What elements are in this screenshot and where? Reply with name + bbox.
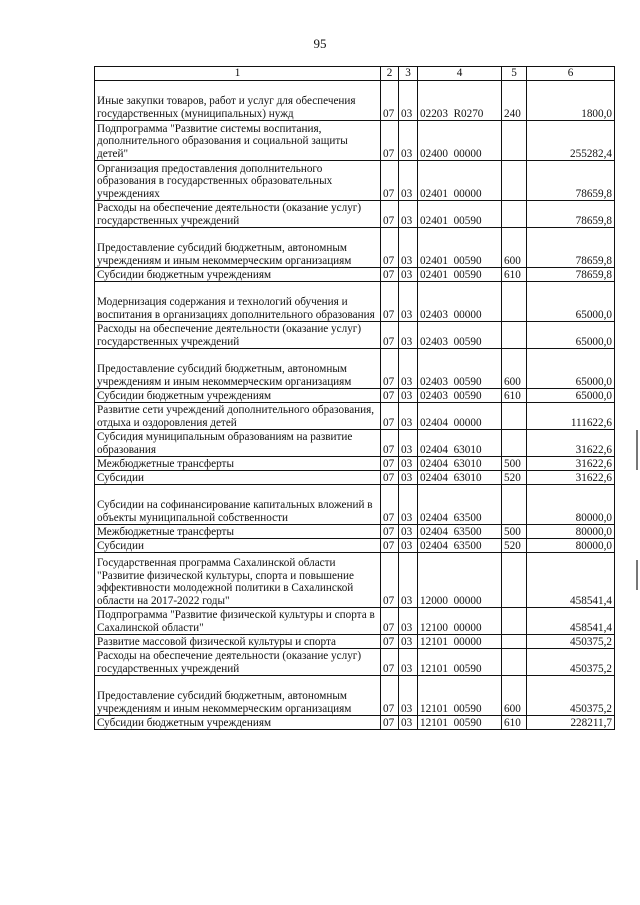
target-article-code: 12101 00590	[418, 649, 502, 676]
section-code: 07	[381, 430, 399, 457]
target-article-code: 02401 00590	[418, 228, 502, 268]
row-name: Модернизация содержания и технологий обучения и воспитания в организациях дополнительного образования	[95, 282, 381, 322]
expense-type-code: 610	[502, 268, 527, 282]
section-code: 07	[381, 389, 399, 403]
scan-edge-mark	[636, 560, 638, 590]
target-article-code: 12101 00590	[418, 676, 502, 716]
amount: 255282,4	[527, 121, 615, 161]
table-row	[95, 430, 615, 457]
section-code: 07	[381, 485, 399, 525]
table-row	[95, 228, 615, 268]
target-article-code: 02403 00590	[418, 389, 502, 403]
amount: 31622,6	[527, 471, 615, 485]
row-name: Расходы на обеспечение деятельности (оказание услуг) государственных учреждений	[95, 201, 381, 228]
subsection-code: 03	[399, 228, 418, 268]
column-number: 4	[418, 67, 502, 81]
table-row	[95, 403, 615, 430]
row-name: Субсидии на софинансирование капитальных вложений в объекты муниципальной собственности	[95, 485, 381, 525]
section-code: 07	[381, 553, 399, 608]
subsection-code: 03	[399, 201, 418, 228]
subsection-code: 03	[399, 485, 418, 525]
target-article-code: 02403 00590	[418, 322, 502, 349]
column-number: 2	[381, 67, 399, 81]
subsection-code: 03	[399, 649, 418, 676]
target-article-code: 02404 63010	[418, 471, 502, 485]
section-code: 07	[381, 403, 399, 430]
target-article-code: 02404 63010	[418, 430, 502, 457]
target-article-code: 12100 00000	[418, 608, 502, 635]
amount: 458541,4	[527, 608, 615, 635]
subsection-code: 03	[399, 471, 418, 485]
section-code: 07	[381, 268, 399, 282]
row-name: Подпрограмма "Развитие физической культуры и спорта в Сахалинской области"	[95, 608, 381, 635]
row-name: Субсидии	[95, 539, 381, 553]
row-name: Государственная программа Сахалинской области "Развитие физической культуры, спорта и повышение эффективности молодежной политики в Сахалинской области на 2017-2022 годы"	[95, 553, 381, 608]
amount: 228211,7	[527, 716, 615, 730]
budget-table	[94, 66, 615, 730]
amount: 78659,8	[527, 268, 615, 282]
expense-type-code: 240	[502, 81, 527, 121]
amount: 450375,2	[527, 635, 615, 649]
expense-type-code	[502, 201, 527, 228]
target-article-code: 02203 R0270	[418, 81, 502, 121]
expense-type-code	[502, 635, 527, 649]
expense-type-code: 500	[502, 457, 527, 471]
subsection-code: 03	[399, 635, 418, 649]
row-name: Подпрограмма "Развитие системы воспитания, дополнительного образования и социальной защиты детей"	[95, 121, 381, 161]
expense-type-code: 610	[502, 716, 527, 730]
subsection-code: 03	[399, 676, 418, 716]
expense-type-code	[502, 121, 527, 161]
section-code: 07	[381, 228, 399, 268]
expense-type-code	[502, 403, 527, 430]
amount: 80000,0	[527, 485, 615, 525]
column-number: 3	[399, 67, 418, 81]
table-row	[95, 649, 615, 676]
target-article-code: 12101 00590	[418, 716, 502, 730]
amount: 111622,6	[527, 403, 615, 430]
section-code: 07	[381, 457, 399, 471]
row-name: Межбюджетные трансферты	[95, 525, 381, 539]
expense-type-code: 520	[502, 539, 527, 553]
scan-edge-mark	[636, 430, 638, 470]
section-code: 07	[381, 121, 399, 161]
expense-type-code	[502, 608, 527, 635]
column-number: 1	[95, 67, 381, 81]
table-row	[95, 471, 615, 485]
section-code: 07	[381, 539, 399, 553]
row-name: Предоставление субсидий бюджетным, автономным учреждениям и иным некоммерческим организациям	[95, 676, 381, 716]
row-name: Субсидии бюджетным учреждениям	[95, 716, 381, 730]
table-row	[95, 349, 615, 389]
expense-type-code: 600	[502, 349, 527, 389]
column-number: 5	[502, 67, 527, 81]
amount: 450375,2	[527, 676, 615, 716]
amount: 65000,0	[527, 349, 615, 389]
target-article-code: 02403 00590	[418, 349, 502, 389]
expense-type-code: 600	[502, 228, 527, 268]
expense-type-code: 600	[502, 676, 527, 716]
target-article-code: 02404 63500	[418, 485, 502, 525]
row-name: Расходы на обеспечение деятельности (оказание услуг) государственных учреждений	[95, 649, 381, 676]
row-name: Иные закупки товаров, работ и услуг для обеспечения государственных (муниципальных) нужд	[95, 81, 381, 121]
column-number-row	[95, 67, 615, 81]
subsection-code: 03	[399, 349, 418, 389]
table-row	[95, 553, 615, 608]
row-name: Предоставление субсидий бюджетным, автономным учреждениям и иным некоммерческим организациям	[95, 349, 381, 389]
table-row	[95, 539, 615, 553]
section-code: 07	[381, 471, 399, 485]
expense-type-code	[502, 282, 527, 322]
target-article-code: 02404 63500	[418, 539, 502, 553]
section-code: 07	[381, 649, 399, 676]
row-name: Развитие сети учреждений дополнительного образования, отдыха и оздоровления детей	[95, 403, 381, 430]
section-code: 07	[381, 349, 399, 389]
section-code: 07	[381, 201, 399, 228]
table-row	[95, 608, 615, 635]
target-article-code: 02403 00000	[418, 282, 502, 322]
subsection-code: 03	[399, 716, 418, 730]
amount: 65000,0	[527, 282, 615, 322]
amount: 65000,0	[527, 389, 615, 403]
table-row	[95, 282, 615, 322]
row-name: Субсидии бюджетным учреждениям	[95, 268, 381, 282]
amount: 80000,0	[527, 539, 615, 553]
expense-type-code: 520	[502, 471, 527, 485]
page-number: 95	[313, 36, 327, 51]
amount: 80000,0	[527, 525, 615, 539]
target-article-code: 02404 00000	[418, 403, 502, 430]
target-article-code: 12000 00000	[418, 553, 502, 608]
amount: 31622,6	[527, 457, 615, 471]
table-row	[95, 161, 615, 201]
subsection-code: 03	[399, 430, 418, 457]
subsection-code: 03	[399, 282, 418, 322]
subsection-code: 03	[399, 608, 418, 635]
row-name: Субсидии бюджетным учреждениям	[95, 389, 381, 403]
target-article-code: 02404 63500	[418, 525, 502, 539]
section-code: 07	[381, 81, 399, 121]
target-article-code: 02404 63010	[418, 457, 502, 471]
amount: 458541,4	[527, 553, 615, 608]
subsection-code: 03	[399, 389, 418, 403]
table-row	[95, 268, 615, 282]
expense-type-code	[502, 649, 527, 676]
table-row	[95, 525, 615, 539]
row-name: Организация предоставления дополнительного образования в государственных образовательных учреждениях	[95, 161, 381, 201]
section-code: 07	[381, 282, 399, 322]
column-number: 6	[527, 67, 615, 81]
section-code: 07	[381, 676, 399, 716]
amount: 1800,0	[527, 81, 615, 121]
table-row	[95, 457, 615, 471]
target-article-code: 12101 00000	[418, 635, 502, 649]
row-name: Предоставление субсидий бюджетным, автономным учреждениям и иным некоммерческим организациям	[95, 228, 381, 268]
amount: 450375,2	[527, 649, 615, 676]
row-name: Межбюджетные трансферты	[95, 457, 381, 471]
subsection-code: 03	[399, 403, 418, 430]
table-row	[95, 485, 615, 525]
table-row	[95, 389, 615, 403]
subsection-code: 03	[399, 268, 418, 282]
subsection-code: 03	[399, 457, 418, 471]
amount: 65000,0	[527, 322, 615, 349]
table-row	[95, 201, 615, 228]
subsection-code: 03	[399, 161, 418, 201]
subsection-code: 03	[399, 81, 418, 121]
row-name: Развитие массовой физической культуры и спорта	[95, 635, 381, 649]
table-row	[95, 81, 615, 121]
section-code: 07	[381, 161, 399, 201]
target-article-code: 02401 00590	[418, 268, 502, 282]
expense-type-code	[502, 485, 527, 525]
amount: 31622,6	[527, 430, 615, 457]
subsection-code: 03	[399, 525, 418, 539]
table-row	[95, 635, 615, 649]
section-code: 07	[381, 608, 399, 635]
subsection-code: 03	[399, 539, 418, 553]
target-article-code: 02400 00000	[418, 121, 502, 161]
expense-type-code	[502, 430, 527, 457]
subsection-code: 03	[399, 322, 418, 349]
table-row	[95, 716, 615, 730]
row-name: Расходы на обеспечение деятельности (оказание услуг) государственных учреждений	[95, 322, 381, 349]
section-code: 07	[381, 525, 399, 539]
amount: 78659,8	[527, 161, 615, 201]
table-row	[95, 121, 615, 161]
table-row	[95, 322, 615, 349]
section-code: 07	[381, 635, 399, 649]
target-article-code: 02401 00590	[418, 201, 502, 228]
target-article-code: 02401 00000	[418, 161, 502, 201]
section-code: 07	[381, 716, 399, 730]
row-name: Субсидии	[95, 471, 381, 485]
expense-type-code	[502, 161, 527, 201]
expense-type-code	[502, 322, 527, 349]
amount: 78659,8	[527, 228, 615, 268]
subsection-code: 03	[399, 121, 418, 161]
table-row	[95, 676, 615, 716]
row-name: Субсидия муниципальным образованиям на развитие образования	[95, 430, 381, 457]
section-code: 07	[381, 322, 399, 349]
amount: 78659,8	[527, 201, 615, 228]
expense-type-code	[502, 553, 527, 608]
expense-type-code: 610	[502, 389, 527, 403]
expense-type-code: 500	[502, 525, 527, 539]
subsection-code: 03	[399, 553, 418, 608]
